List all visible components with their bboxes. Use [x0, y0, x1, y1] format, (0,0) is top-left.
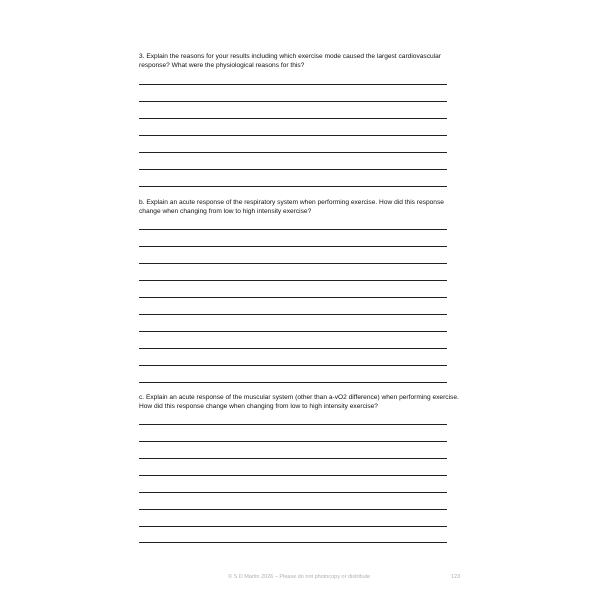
- answer-line: [139, 365, 447, 366]
- answer-line: [139, 382, 447, 383]
- answer-line: [139, 424, 447, 425]
- answer-line: [139, 186, 447, 187]
- answer-line: [139, 135, 447, 136]
- answer-line: [139, 458, 447, 459]
- answer-line: [139, 314, 447, 315]
- copyright-notice: © S D Martin 2026 – Please do not photocopy or distribute: [228, 574, 371, 580]
- answer-line: [139, 331, 447, 332]
- answer-line: [139, 441, 447, 442]
- answer-line: [139, 169, 447, 170]
- answer-line: [139, 118, 447, 119]
- answer-line: [139, 509, 447, 510]
- answer-line: [139, 348, 447, 349]
- answer-line: [139, 229, 447, 230]
- answer-line: [139, 263, 447, 264]
- answer-line: [139, 297, 447, 298]
- answer-line: [139, 246, 447, 247]
- answer-line: [139, 101, 447, 102]
- question-b-text: b. Explain an acute response of the respiratory system when performing exercise. How did this response change when changing from low to high intensity exercise?: [139, 199, 444, 215]
- answer-line: [139, 84, 447, 85]
- page-number: 123: [451, 574, 461, 580]
- question-3-text: 3. Explain the reasons for your results including which exercise mode caused the largest cardiovascular response? What were the physiological reasons for this?: [139, 53, 442, 69]
- answer-line: [139, 542, 447, 543]
- answer-line: [139, 280, 447, 281]
- answer-line: [139, 492, 447, 493]
- answer-line: [139, 526, 447, 527]
- question-c-text: c. Explain an acute response of the muscular system (other than a-vO2 difference) when performing exercise. How did this response change when changing from low to high intensity exercise?: [139, 394, 459, 410]
- answer-line: [139, 475, 447, 476]
- answer-line: [139, 152, 447, 153]
